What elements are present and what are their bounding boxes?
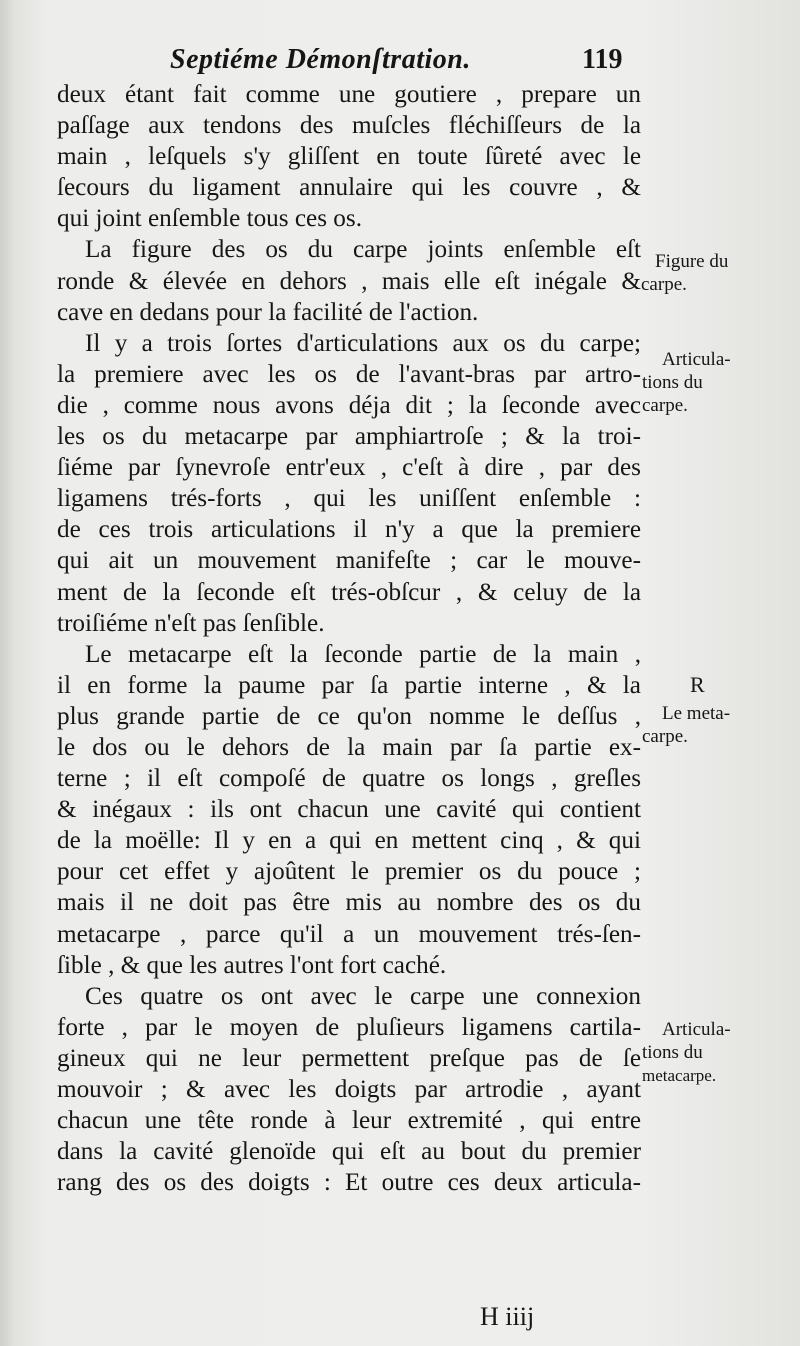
running-header-title: Septiéme Démonſtration.: [170, 44, 471, 75]
text-line: il en forme la paume par ſa partie interne , & la: [57, 671, 641, 699]
text-line: terne ; il eſt compoſé de quatre os longs , greſles: [57, 765, 641, 793]
margin-note-line: Articula-: [662, 349, 731, 370]
text-line: le dos ou le dehors de la main par ſa partie ex-: [57, 733, 641, 761]
text-line: la premiere avec les os de l'avant-bras par artro-: [57, 360, 641, 388]
text-line: main , leſquels s'y gliſſent en toute ſûreté avec le: [57, 143, 641, 171]
text-line: deux étant fait comme une goutiere , prepare un: [57, 81, 641, 108]
text-line: ligamens trés-forts , qui les uniſſent enſemble :: [57, 485, 641, 513]
page-gutter-shadow: [0, 0, 14, 1346]
text-line: rang des os des doigts : Et outre ces deux articula-: [57, 1169, 641, 1197]
margin-note-line: tions du: [642, 372, 703, 393]
margin-note-articulations-carpe: [642, 348, 792, 417]
margin-note-line: Figure du: [655, 251, 729, 272]
margin-note-figure-carpe: [641, 250, 785, 296]
text-line: qui joint enſemble tous ces os.: [57, 205, 363, 233]
text-line: metacarpe , parce qu'il a un mouvement trés-ſen-: [57, 920, 641, 948]
text-line: dans la cavité glenoïde qui eſt au bout du premier: [57, 1138, 641, 1166]
text-line: mouvoir ; & avec les doigts par artrodie , ayant: [57, 1076, 641, 1103]
text-line: gineux qui ne leur permettent preſque pas de ſe: [57, 1044, 641, 1072]
text-line: chacun une tête ronde à leur extremité , qui entre: [57, 1107, 641, 1135]
text-line: cave en dedans pour la facilité de l'action.: [57, 298, 479, 326]
body-text: [57, 79, 641, 1198]
signature-mark: R: [690, 672, 705, 697]
text-line: & inégaux : ils ont chacun une cavité qui contient: [57, 796, 641, 824]
margin-note-metacarpe: [642, 702, 792, 748]
text-line: troiſiéme n'eſt pas ſenſible.: [57, 609, 325, 637]
text-line: forte , par le moyen de pluſieurs ligamens cartila-: [57, 1013, 641, 1041]
text-line: die , comme nous avons déja dit ; la ſeconde avec: [57, 391, 641, 419]
text-line: Le metacarpe eſt la ſeconde partie de la main ,: [85, 640, 641, 668]
text-line: mais il ne doit pas être mis au nombre des os du: [57, 889, 641, 917]
margin-note-line: carpe.: [642, 726, 688, 747]
text-line: ſible , & que les autres l'ont fort caché.: [57, 951, 447, 979]
margin-note-articulations-metacarpe: [642, 1018, 792, 1087]
text-line: ſiéme par ſynevroſe entr'eux , c'eſt à dire , par des: [57, 454, 641, 482]
signature-footer: H iiij: [480, 1302, 535, 1331]
text-line: Ces quatre os ont avec le carpe une connexion: [85, 982, 641, 1010]
margin-note-line: Articula-: [662, 1019, 731, 1040]
text-line: paſſage aux tendons des muſcles fléchiſſeurs de la: [57, 112, 641, 140]
margin-note-line: tions du: [642, 1042, 703, 1063]
text-line: ſecours du ligament annulaire qui les couvre , &: [57, 174, 641, 202]
text-line: pour cet effet y ajoûtent le premier os du pouce ;: [57, 858, 641, 886]
margin-note-line: metacarpe.: [642, 1066, 717, 1085]
page-number: 119: [582, 44, 623, 75]
margin-note-line: Le meta-: [662, 703, 731, 724]
text-line: ment de la ſeconde eſt trés-obſcur , & celuy de la: [57, 578, 641, 606]
text-line: Il y a trois ſortes d'articulations aux os du carpe;: [85, 329, 641, 357]
text-line: qui ait un mouvement manifeſte ; car le mouve-: [57, 547, 641, 575]
text-line: ronde & élevée en dehors , mais elle eſt inégale &: [57, 267, 641, 295]
show-through-text: [700, 80, 704, 99]
text-line: La figure des os du carpe joints enſemble eſt: [85, 236, 641, 264]
text-line: de ces trois articulations il n'y a que la premiere: [57, 516, 641, 544]
margin-note-line: carpe.: [642, 395, 688, 416]
text-line: de la moëlle: Il y en a qui en mettent cinq , & qui: [57, 827, 641, 855]
text-line: les os du metacarpe par amphiartroſe ; & la troi-: [57, 423, 641, 451]
text-line: plus grande partie de ce qu'on nomme le deſſus ,: [57, 702, 641, 730]
margin-note-line: carpe.: [641, 274, 687, 295]
